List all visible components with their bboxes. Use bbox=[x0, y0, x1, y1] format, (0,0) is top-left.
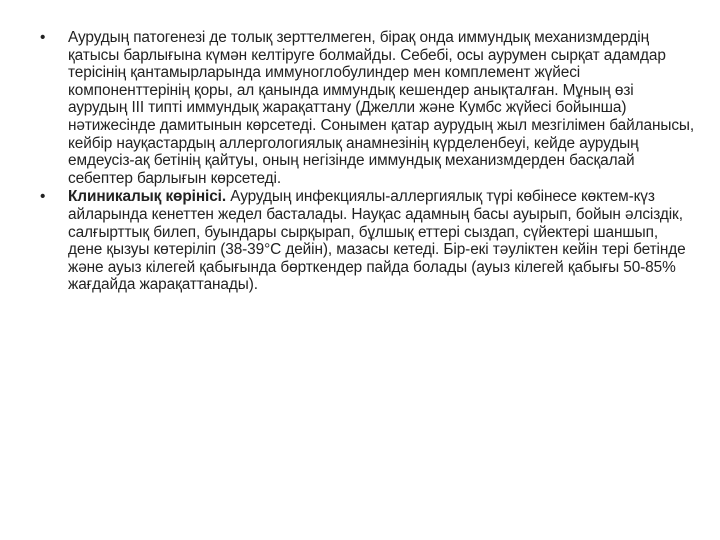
bullet-item-clinical-picture bbox=[40, 188, 695, 294]
bullet-list bbox=[40, 29, 695, 295]
bullet-marker: • bbox=[40, 29, 46, 46]
bullet-item-pathogenesis bbox=[40, 29, 695, 187]
bullet-text bbox=[68, 29, 694, 187]
bullet-body: Аурудың патогенезі де толық зерттелмеген, бірақ онда иммундық механизмдердің қатысы барлығына күмән келтіруге болмайды. Себебі, осы аурумен сырқат адамдар терісінің қантамырларында иммуноглобулиндер мен комплемент жүйесі компоненттерінің қоры, ал қанында иммундық кешендер анықталған. Мұның өзі аурудың ІІІ типті иммундық жарақаттану (Джелли және Кумбс жүйесі бойынша) нәтижесінде дамитынын көрсетеді. Сонымен қатар аурудың жыл мезгілімен байланысы, кейбір науқастардың аллергологиялық анамнезінің күрделенбеуі, кейде аурудың емдеусіз-ақ бетінің қайтуы, оның негізінде иммундық механизмдерден басқалай себептер барлығын көрсетеді. bbox=[68, 29, 695, 187]
bullet-heading: Клиникалық көрінісі. bbox=[68, 188, 227, 206]
bullet-marker: • bbox=[40, 188, 46, 206]
bullet-body: Аурудың инфекциялы-аллергиялық түрі көбінесе көктем-күз айларында кенеттен жедел басталады. Науқас адамның басы ауырып, бойын әлсіздік, салғырттық билеп, буындары сырқырап, бұлшық еттері сыздап, сүйектері шаншып, дене қызуы көтеріліп (38-39°С дейін), мазасы кетеді. Бір-екі тәуліктен кейін тері бетінде және ауыз кілегей қабығында бөрткендер пайда болады (ауыз кілегей қабығы 50-85% жағдайда жарақаттанады). bbox=[68, 188, 686, 294]
bullet-text bbox=[68, 188, 686, 293]
